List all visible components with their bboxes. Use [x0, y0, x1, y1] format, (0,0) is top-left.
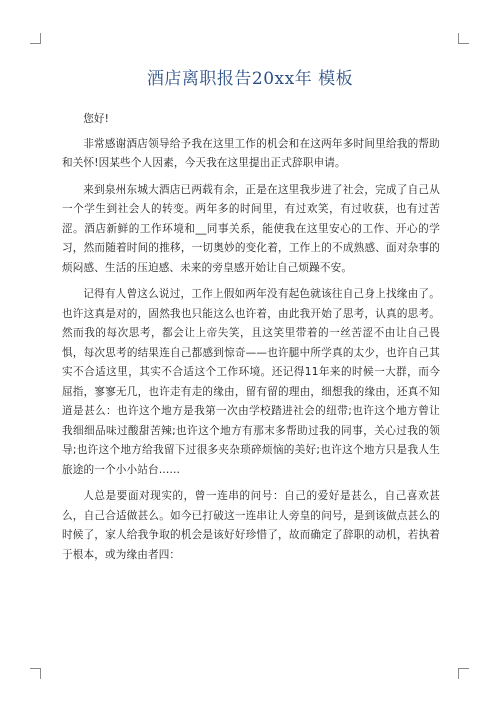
document-body: [62, 110, 440, 572]
document-title: 酒店离职报告20xx年 模板: [146, 69, 354, 89]
crop-mark-top-right: [458, 33, 469, 44]
paragraph-background: 来到泉州东城大酒店已两载有余，正是在这里我步进了社会，完成了自己从一个学生到社会人的转变。两年多的时间里，有过欢笑，有过收获，也有过苦涩。酒店新鲜的工作环境和__同事关系，能使我在这里安心的工作、开心的学习，然而随着时间的推移，一切奥妙的变化着，工作上的不成熟感、面对杂事的烦闷感、生活的压迫感、未来的旁皇感开始让自己烦躁不安。: [62, 183, 440, 274]
paragraph-thanks: 非常感谢酒店领导给予我在这里工作的机会和在这两年多时间里给我的帮助和关怀!因某些个人因素，今天我在这里提出正式辞职申请。: [62, 137, 440, 169]
crop-mark-bottom-left: [30, 668, 41, 679]
crop-mark-bottom-right: [458, 668, 469, 679]
paragraph-reflection: 记得有人曾这么说过，工作上假如两年没有起色就该往自己身上找缘由了。也许这真是对的，固然我也只能这么也许着，由此我开始了思考，认真的思考。然而我的每次思考，都会让上帝失笑，且这笑里带着的一丝苦涩不由让自己畏惧，每次思考的结果连自己都感到惊奇——也许腿中所学真的太少，也许自己其实不合适这里，其实不合适这个工作环境。还记得11年来的时候一大群，而今屈指，寥寥无几，也许走有走的缘由，留有留的理由，细想我的缘由，还真不知道是甚么：也许这个地方是我第一次由学校踏进社会的纽带;也许这个地方曾让我细细品味过酸甜苦辣;也许这个地方有那末多帮助过我的同事，关心过我的领导;也许这个地方给我留下过很多夹杂琐碎烦恼的美好;也许这个地方只是我人生旅途的一个小小站台……: [62, 288, 440, 476]
greeting: 您好!: [83, 113, 110, 125]
paragraph-reasons: 人总是要面对现实的，曾一连串的问号：自己的爱好是甚么，自己喜欢甚么，自己合适做甚么。如今已打破这一连串让人旁皇的问号，是到该做点甚么的时候了，家人给我争取的机会是该好好珍惜了，故而确定了辞职的动机，若执着于根本，或为缘由者四：: [62, 490, 440, 561]
crop-mark-top-left: [30, 33, 41, 44]
